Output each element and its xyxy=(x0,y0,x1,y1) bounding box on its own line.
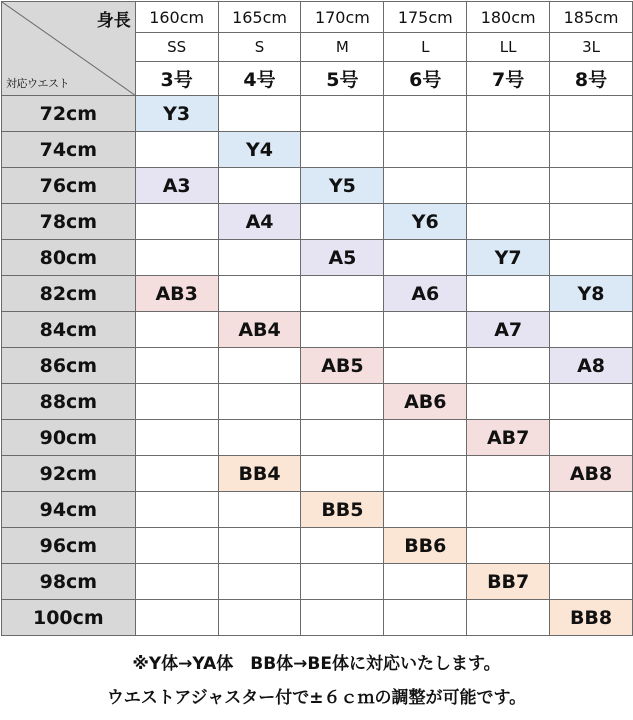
empty-cell xyxy=(550,312,633,348)
empty-cell xyxy=(218,348,301,384)
table-row xyxy=(2,132,633,168)
empty-cell xyxy=(218,384,301,420)
size-code-cell: A8 xyxy=(550,348,633,384)
empty-cell xyxy=(384,492,467,528)
table-row xyxy=(2,600,633,636)
size-code-cell: Y4 xyxy=(218,132,301,168)
empty-cell xyxy=(301,132,384,168)
empty-cell xyxy=(135,600,218,636)
size-number-header: 6号 xyxy=(384,62,467,96)
table-row xyxy=(2,564,633,600)
table-row xyxy=(2,420,633,456)
empty-cell xyxy=(218,420,301,456)
table-row xyxy=(2,240,633,276)
size-table xyxy=(1,1,633,636)
empty-cell xyxy=(218,276,301,312)
size-letter-header: L xyxy=(384,33,467,62)
empty-cell xyxy=(301,276,384,312)
empty-cell xyxy=(384,168,467,204)
empty-cell xyxy=(218,564,301,600)
empty-cell xyxy=(301,420,384,456)
empty-cell xyxy=(467,276,550,312)
size-code-cell: BB8 xyxy=(550,600,633,636)
size-code-cell: AB4 xyxy=(218,312,301,348)
empty-cell xyxy=(384,564,467,600)
empty-cell xyxy=(467,384,550,420)
empty-cell xyxy=(135,240,218,276)
size-code-cell: A6 xyxy=(384,276,467,312)
waist-label: 90cm xyxy=(2,420,136,456)
waist-label: 82cm xyxy=(2,276,136,312)
waist-label: 86cm xyxy=(2,348,136,384)
empty-cell xyxy=(384,600,467,636)
empty-cell xyxy=(135,312,218,348)
empty-cell xyxy=(301,456,384,492)
empty-cell xyxy=(301,564,384,600)
empty-cell xyxy=(218,600,301,636)
empty-cell xyxy=(301,96,384,132)
size-letter-header: S xyxy=(218,33,301,62)
size-number-header: 8号 xyxy=(550,62,633,96)
size-code-cell: Y6 xyxy=(384,204,467,240)
size-code-cell: A5 xyxy=(301,240,384,276)
empty-cell xyxy=(550,96,633,132)
size-code-cell: A3 xyxy=(135,168,218,204)
empty-cell xyxy=(218,528,301,564)
table-row xyxy=(2,96,633,132)
table-row xyxy=(2,348,633,384)
empty-cell xyxy=(550,384,633,420)
empty-cell xyxy=(550,240,633,276)
empty-cell xyxy=(467,96,550,132)
size-code-cell: A4 xyxy=(218,204,301,240)
size-code-cell: BB7 xyxy=(467,564,550,600)
empty-cell xyxy=(467,348,550,384)
empty-cell xyxy=(550,168,633,204)
size-code-cell: Y7 xyxy=(467,240,550,276)
height-header: 175cm xyxy=(384,2,467,33)
empty-cell xyxy=(384,96,467,132)
empty-cell xyxy=(384,456,467,492)
empty-cell xyxy=(467,528,550,564)
waist-label: 94cm xyxy=(2,492,136,528)
empty-cell xyxy=(384,348,467,384)
table-row xyxy=(2,456,633,492)
empty-cell xyxy=(301,204,384,240)
table-row xyxy=(2,312,633,348)
empty-cell xyxy=(467,492,550,528)
empty-cell xyxy=(218,492,301,528)
empty-cell xyxy=(467,168,550,204)
empty-cell xyxy=(135,492,218,528)
note-line: ※Y体→YA体 BB体→BE体に対応いたします。 xyxy=(132,654,501,674)
waist-label: 80cm xyxy=(2,240,136,276)
height-header: 180cm xyxy=(467,2,550,33)
height-header: 170cm xyxy=(301,2,384,33)
empty-cell xyxy=(218,96,301,132)
size-code-cell: A7 xyxy=(467,312,550,348)
empty-cell xyxy=(135,348,218,384)
size-letter-header: 3L xyxy=(550,33,633,62)
waist-label: 72cm xyxy=(2,96,136,132)
size-code-cell: BB5 xyxy=(301,492,384,528)
empty-cell xyxy=(135,528,218,564)
table-row xyxy=(2,492,633,528)
size-code-cell: AB5 xyxy=(301,348,384,384)
size-code-cell: AB6 xyxy=(384,384,467,420)
empty-cell xyxy=(301,312,384,348)
table-row xyxy=(2,168,633,204)
waist-label: 76cm xyxy=(2,168,136,204)
waist-label: 88cm xyxy=(2,384,136,420)
size-code-cell: Y5 xyxy=(301,168,384,204)
size-code-cell: BB6 xyxy=(384,528,467,564)
empty-cell xyxy=(135,564,218,600)
empty-cell xyxy=(135,456,218,492)
size-code-cell: BB4 xyxy=(218,456,301,492)
size-letter-header: LL xyxy=(467,33,550,62)
empty-cell xyxy=(135,204,218,240)
empty-cell xyxy=(550,528,633,564)
height-axis-label: 身長 xyxy=(96,11,131,31)
empty-cell xyxy=(218,168,301,204)
size-letter-header: M xyxy=(301,33,384,62)
empty-cell xyxy=(550,492,633,528)
table-row xyxy=(2,204,633,240)
empty-cell xyxy=(384,240,467,276)
size-number-header: 3号 xyxy=(135,62,218,96)
table-corner xyxy=(2,2,136,96)
empty-cell xyxy=(384,420,467,456)
empty-cell xyxy=(135,132,218,168)
waist-label: 92cm xyxy=(2,456,136,492)
table-body xyxy=(2,96,633,636)
empty-cell xyxy=(550,204,633,240)
size-code-cell: AB3 xyxy=(135,276,218,312)
table-row xyxy=(2,384,633,420)
waist-label: 84cm xyxy=(2,312,136,348)
empty-cell xyxy=(467,600,550,636)
empty-cell xyxy=(467,456,550,492)
empty-cell xyxy=(550,420,633,456)
size-number-header: 4号 xyxy=(218,62,301,96)
height-header: 160cm xyxy=(135,2,218,33)
size-letter-header: SS xyxy=(135,33,218,62)
height-header: 165cm xyxy=(218,2,301,33)
empty-cell xyxy=(135,384,218,420)
notes xyxy=(0,647,633,715)
note-line: ウエストアジャスター付で±６ｃｍの調整が可能です。 xyxy=(106,688,527,708)
empty-cell xyxy=(135,420,218,456)
empty-cell xyxy=(550,132,633,168)
size-code-cell: Y3 xyxy=(135,96,218,132)
empty-cell xyxy=(467,132,550,168)
size-number-header: 5号 xyxy=(301,62,384,96)
empty-cell xyxy=(467,204,550,240)
waist-label: 96cm xyxy=(2,528,136,564)
size-code-cell: AB8 xyxy=(550,456,633,492)
empty-cell xyxy=(550,564,633,600)
table-row xyxy=(2,276,633,312)
height-header: 185cm xyxy=(550,2,633,33)
height-header-row xyxy=(2,2,633,33)
table-row xyxy=(2,528,633,564)
empty-cell xyxy=(301,600,384,636)
waist-label: 98cm xyxy=(2,564,136,600)
empty-cell xyxy=(384,312,467,348)
size-code-cell: AB7 xyxy=(467,420,550,456)
empty-cell xyxy=(301,384,384,420)
size-number-header: 7号 xyxy=(467,62,550,96)
waist-label: 100cm xyxy=(2,600,136,636)
waist-axis-label: 対応ウエスト xyxy=(6,77,69,90)
empty-cell xyxy=(218,240,301,276)
empty-cell xyxy=(384,132,467,168)
waist-label: 78cm xyxy=(2,204,136,240)
empty-cell xyxy=(301,528,384,564)
size-code-cell: Y8 xyxy=(550,276,633,312)
waist-label: 74cm xyxy=(2,132,136,168)
